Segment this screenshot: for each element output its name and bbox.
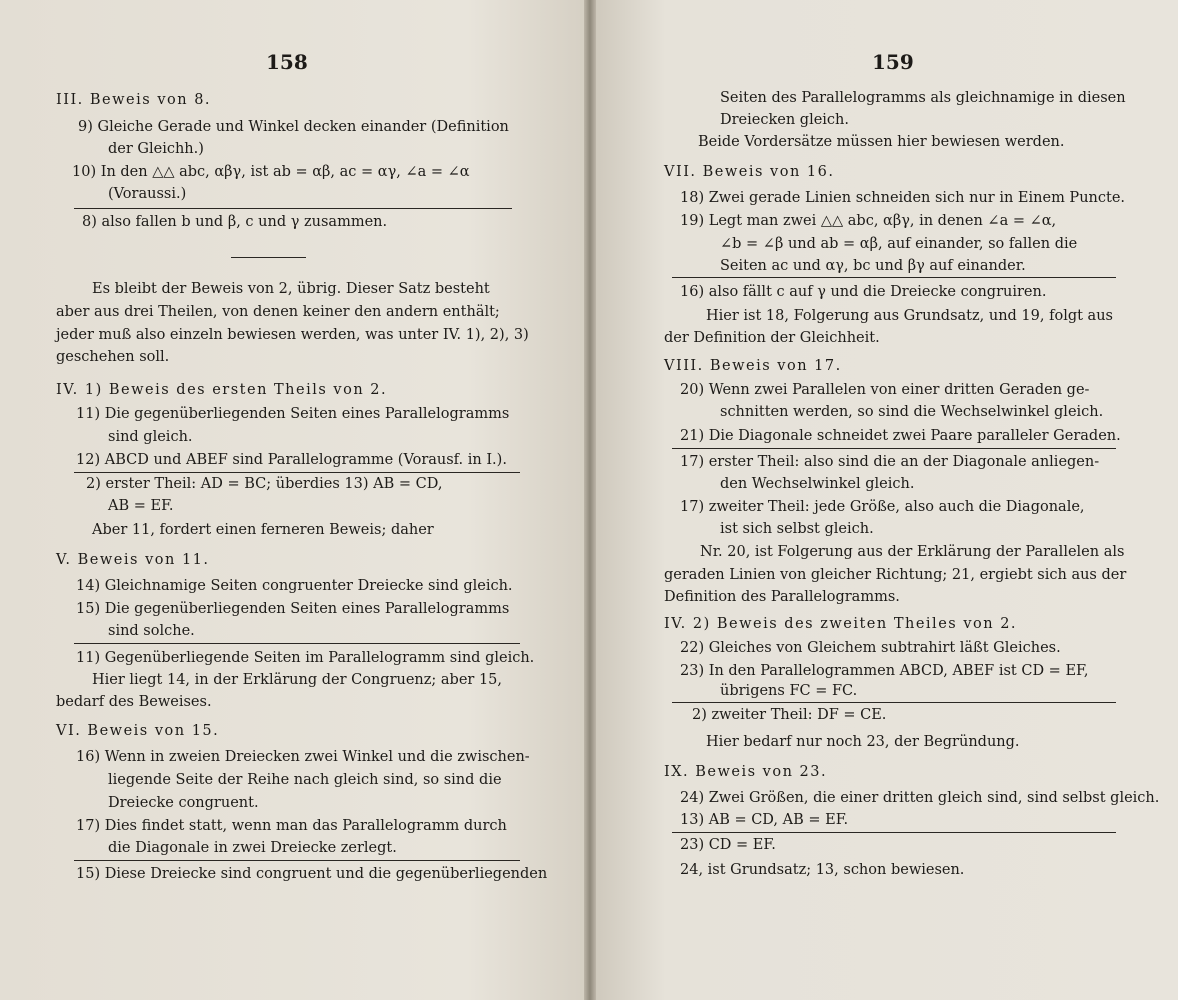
- text-line: die Diagonale in zwei Dreiecke zerlegt.: [108, 840, 397, 856]
- conclusion-rule: [672, 448, 1116, 449]
- text-line: der Definition der Gleichheit.: [664, 330, 880, 346]
- text-line: schnitten werden, so sind die Wechselwinkel gleich.: [720, 404, 1104, 420]
- text-line: 11) Die gegenüberliegenden Seiten eines Parallelogramms: [76, 406, 510, 422]
- text-line: 10) In den △△ abc, αβγ, ist ab = αβ, ac = αγ, ∠a = ∠α: [72, 164, 470, 180]
- text-line: Dreiecken gleich.: [720, 112, 849, 128]
- text-line: 9) Gleiche Gerade und Winkel decken einander (Definition: [78, 119, 509, 135]
- text-line: III. Beweis von 8.: [56, 92, 212, 108]
- text-line: übrigens FC = FC.: [720, 683, 858, 699]
- section-divider: [231, 257, 306, 258]
- text-line: Dreiecke congruent.: [108, 795, 259, 811]
- text-line: IV. 2) Beweis des zweiten Theiles von 2.: [664, 616, 1018, 632]
- text-line: geraden Linien von gleicher Richtung; 21, ergiebt sich aus der: [664, 567, 1127, 583]
- text-line: 13) AB = CD, AB = EF.: [680, 812, 849, 828]
- conclusion-rule: [672, 832, 1116, 833]
- book-gutter: [584, 0, 596, 1000]
- text-line: 17) zweiter Theil: jede Größe, also auch die Diagonale,: [680, 499, 1085, 515]
- text-line: VIII. Beweis von 17.: [664, 358, 842, 374]
- text-line: 24) Zwei Größen, die einer dritten gleich sind, sind selbst gleich.: [680, 790, 1160, 806]
- text-line: V. Beweis von 11.: [56, 552, 210, 568]
- text-line: liegende Seite der Reihe nach gleich sind, so sind die: [108, 772, 502, 788]
- text-line: Es bleibt der Beweis von 2, übrig. Dieser Satz besteht: [92, 281, 490, 297]
- text-line: bedarf des Beweises.: [56, 694, 212, 710]
- text-line: geschehen soll.: [56, 349, 170, 365]
- conclusion-rule: [74, 472, 520, 473]
- text-line: 21) Die Diagonale schneidet zwei Paare paralleler Geraden.: [680, 428, 1121, 444]
- text-line: AB = EF.: [108, 498, 174, 514]
- text-line: 8) also fallen b und β, c und γ zusammen.: [82, 214, 388, 230]
- text-line: Seiten des Parallelogramms als gleichnamige in diesen: [720, 90, 1126, 106]
- conclusion-rule: [74, 208, 512, 209]
- text-line: Hier liegt 14, in der Erklärung der Congruenz; aber 15,: [92, 672, 503, 688]
- text-line: IV. 1) Beweis des ersten Theils von 2.: [56, 382, 388, 398]
- text-line: sind solche.: [108, 623, 195, 639]
- text-line: IX. Beweis von 23.: [664, 764, 828, 780]
- text-line: Hier bedarf nur noch 23, der Begründung.: [706, 734, 1020, 750]
- text-line: Hier ist 18, Folgerung aus Grundsatz, und 19, folgt aus: [706, 308, 1113, 324]
- text-line: 19) Legt man zwei △△ abc, αβγ, in denen ∠a = ∠α,: [680, 213, 1057, 229]
- text-line: 15) Diese Dreiecke sind congruent und die gegenüberliegenden: [76, 866, 548, 882]
- text-line: 16) Wenn in zweien Dreiecken zwei Winkel und die zwischen-: [76, 749, 530, 765]
- conclusion-rule: [672, 277, 1116, 278]
- text-line: aber aus drei Theilen, von denen keiner den andern enthält;: [56, 304, 500, 320]
- text-line: 2) zweiter Theil: DF = CE.: [692, 707, 887, 723]
- text-line: ist sich selbst gleich.: [720, 521, 874, 537]
- text-line: VI. Beweis von 15.: [56, 723, 220, 739]
- text-line: ∠b = ∠β und ab = αβ, auf einander, so fallen die: [720, 236, 1078, 252]
- text-line: VII. Beweis von 16.: [664, 164, 835, 180]
- text-line: 20) Wenn zwei Parallelen von einer dritten Geraden ge-: [680, 382, 1090, 398]
- text-line: 23) In den Parallelogrammen ABCD, ABEF ist CD = EF,: [680, 663, 1089, 679]
- text-line: 23) CD = EF.: [680, 837, 776, 853]
- page-number: 158: [266, 50, 308, 74]
- right-page: [596, 0, 1178, 1000]
- text-line: 24, ist Grundsatz; 13, schon bewiesen.: [680, 862, 965, 878]
- text-line: Beide Vordersätze müssen hier bewiesen werden.: [698, 134, 1065, 150]
- text-line: 2) erster Theil: AD = BC; überdies 13) AB = CD,: [86, 476, 443, 492]
- text-line: 15) Die gegenüberliegenden Seiten eines Parallelogramms: [76, 601, 510, 617]
- text-line: 14) Gleichnamige Seiten congruenter Dreiecke sind gleich.: [76, 578, 513, 594]
- text-line: 17) Dies findet statt, wenn man das Parallelogramm durch: [76, 818, 507, 834]
- text-line: 17) erster Theil: also sind die an der Diagonale anliegen-: [680, 454, 1100, 470]
- text-line: Aber 11, fordert einen ferneren Beweis; daher: [92, 522, 434, 538]
- text-line: 22) Gleiches von Gleichem subtrahirt läßt Gleiches.: [680, 640, 1061, 656]
- text-line: den Wechselwinkel gleich.: [720, 476, 915, 492]
- conclusion-rule: [672, 702, 1116, 703]
- page-number: 159: [872, 50, 914, 74]
- text-line: Nr. 20, ist Folgerung aus der Erklärung der Parallelen als: [700, 544, 1125, 560]
- text-line: 18) Zwei gerade Linien schneiden sich nur in Einem Puncte.: [680, 190, 1126, 206]
- conclusion-rule: [74, 860, 520, 861]
- text-line: Definition des Parallelogramms.: [664, 589, 900, 605]
- text-line: jeder muß also einzeln bewiesen werden, was unter IV. 1), 2), 3): [56, 327, 529, 343]
- text-line: der Gleichh.): [108, 141, 204, 157]
- text-line: sind gleich.: [108, 429, 193, 445]
- left-page: [0, 0, 584, 1000]
- conclusion-rule: [74, 643, 520, 644]
- text-line: Seiten ac und αγ, bc und βγ auf einander.: [720, 258, 1026, 274]
- text-line: (Voraussi.): [108, 186, 187, 202]
- text-line: 11) Gegenüberliegende Seiten im Parallelogramm sind gleich.: [76, 650, 535, 666]
- text-line: 16) also fällt c auf γ und die Dreiecke congruiren.: [680, 284, 1047, 300]
- text-line: 12) ABCD und ABEF sind Parallelogramme (Vorausf. in I.).: [76, 452, 507, 468]
